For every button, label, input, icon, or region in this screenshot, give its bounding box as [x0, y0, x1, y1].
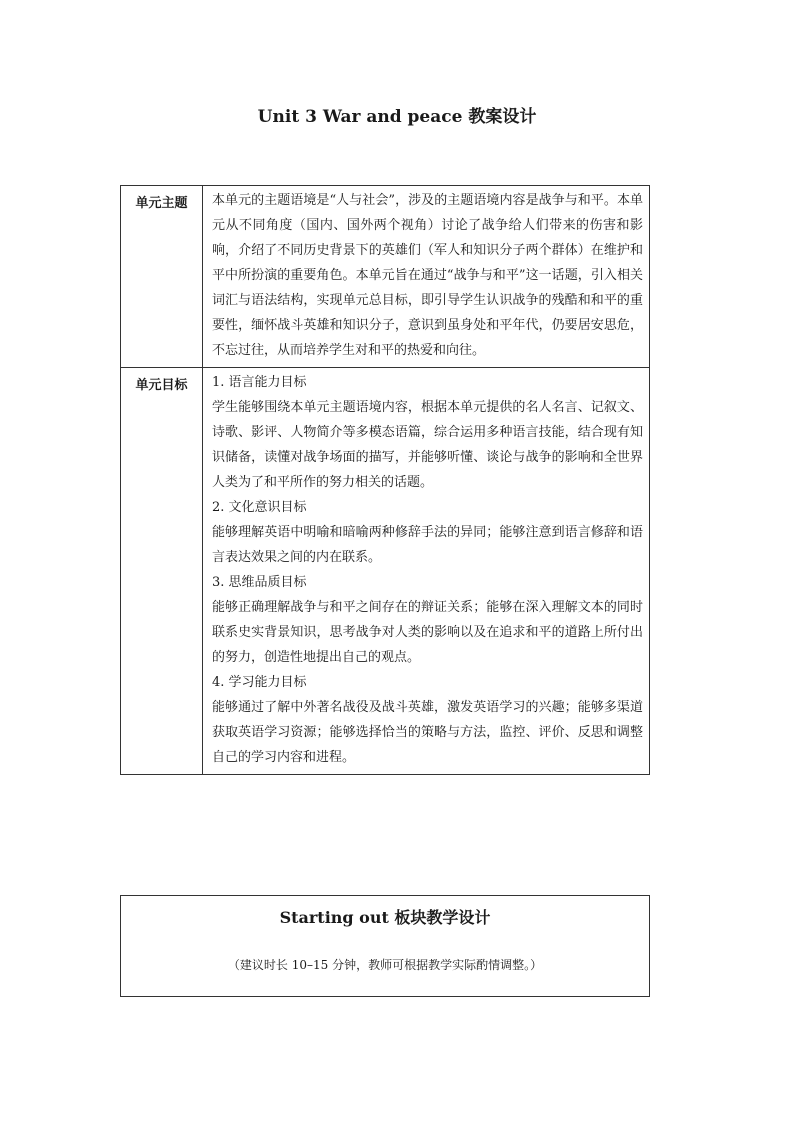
unit-overview-table	[120, 185, 650, 775]
goal-body: 学生能够围绕本单元主题语境内容，根据本单元提供的名人名言、记叙文、诗歌、影评、人物简介等多模态语篇，综合运用多种语言技能，结合现有知识储备，读懂对战争场面的描写，并能够听懂、谈论与战争的影响和全世界人类为了和平所作的努力相关的话题。	[212, 400, 643, 490]
section-duration-note: （建议时长 10–15 分钟，教师可根据教学实际酌情调整。）	[227, 958, 543, 972]
goal-heading: 3. 思维品质目标	[212, 575, 307, 590]
goal-heading: 4. 学习能力目标	[212, 675, 307, 690]
unit-theme-label: 单元主题	[121, 186, 203, 368]
goal-body: 能够通过了解中外著名战役及战斗英雄，激发英语学习的兴趣；能够多渠道获取英语学习资源；能够选择恰当的策略与方法，监控、评价、反思和调整自己的学习内容和进程。	[212, 700, 643, 765]
unit-theme-row	[121, 186, 650, 368]
document-title: Unit 3 War and peace 教案设计	[257, 107, 537, 127]
goal-heading: 1. 语言能力目标	[212, 375, 307, 390]
goal-heading: 2. 文化意识目标	[212, 500, 307, 515]
goal-body: 能够理解英语中明喻和暗喻两种修辞手法的异同；能够注意到语言修辞和语言表达效果之间的内在联系。	[212, 525, 643, 565]
unit-goals-row	[121, 368, 650, 775]
section-title: Starting out 板块教学设计	[279, 908, 491, 927]
starting-out-section-box	[120, 895, 650, 997]
unit-goals-content	[203, 368, 650, 775]
goal-body: 能够正确理解战争与和平之间存在的辩证关系；能够在深入理解文本的同时联系史实背景知识，思考战争对人类的影响以及在追求和平的道路上所付出的努力，创造性地提出自己的观点。	[212, 600, 643, 665]
unit-theme-content	[203, 186, 650, 368]
unit-theme-text: 本单元的主题语境是“人与社会”，涉及的主题语境内容是战争与和平。本单元从不同角度（国内、国外两个视角）讨论了战争给人们带来的伤害和影响，介绍了不同历史背景下的英雄们（军人和知识分子两个群体）在维护和平中所扮演的重要角色。本单元旨在通过“战争与和平”这一话题，引入相关词汇与语法结构，实现单元总目标，即引导学生认识战争的残酷和和平的重要性，缅怀战斗英雄和知识分子，意识到虽身处和平年代，仍要居安思危，不忘过往，从而培养学生对和平的热爱和向往。	[212, 193, 643, 358]
unit-goals-label: 单元目标	[121, 368, 203, 775]
